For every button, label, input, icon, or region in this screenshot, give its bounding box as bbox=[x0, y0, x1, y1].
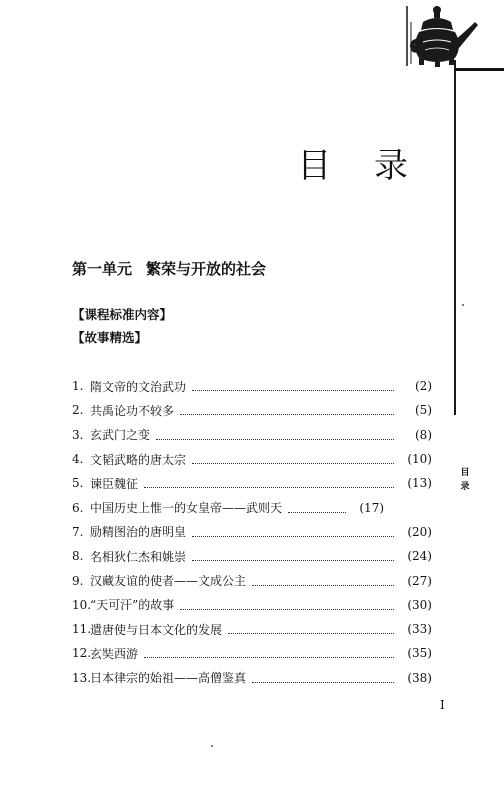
toc-entry[interactable] bbox=[72, 544, 432, 568]
margin-rule-horizontal bbox=[454, 68, 504, 71]
dot-leader bbox=[180, 600, 394, 610]
section-heading-stories: 【故事精选】 bbox=[72, 330, 148, 345]
toc-entry-page: (30) bbox=[407, 597, 432, 612]
toc-entry[interactable] bbox=[72, 520, 432, 544]
toc-entry-number: 3. bbox=[72, 427, 84, 442]
toc-entry-page: (24) bbox=[407, 549, 432, 564]
toc-entry-number: 1. bbox=[72, 379, 84, 394]
toc-entry-page: (17) bbox=[359, 500, 385, 515]
toc-entry[interactable] bbox=[72, 568, 432, 592]
toc-entry-number: 9. bbox=[72, 573, 84, 588]
toc-entry-title: 文韬武略的唐太宗 bbox=[90, 452, 187, 467]
side-tab-char: 目 bbox=[460, 468, 470, 478]
dot-leader bbox=[192, 527, 394, 537]
section-heading-standards: 【课程标准内容】 bbox=[72, 307, 173, 322]
toc-entry[interactable] bbox=[72, 471, 432, 495]
toc-entry-number: 6. bbox=[72, 500, 84, 515]
toc-entry-number: 8. bbox=[72, 549, 84, 564]
toc-entry-page: (33) bbox=[407, 622, 432, 637]
toc-entry[interactable] bbox=[72, 447, 432, 471]
dot-leader bbox=[156, 430, 394, 440]
toc-entry-page: (13) bbox=[407, 476, 432, 491]
dot-leader bbox=[192, 381, 394, 391]
toc-entry-page: (38) bbox=[407, 670, 432, 685]
table-of-contents bbox=[72, 374, 432, 690]
toc-entry-title: 中国历史上惟一的女皇帝——武则天 bbox=[90, 501, 283, 516]
toc-entry-title: 遣唐使与日本文化的发展 bbox=[90, 622, 223, 637]
toc-entry-number: 7. bbox=[72, 524, 84, 539]
toc-entry-number: 5. bbox=[72, 476, 84, 491]
toc-entry-page: (5) bbox=[415, 403, 432, 418]
toc-entry-number: 13. bbox=[72, 670, 92, 685]
toc-entry-title: “天可汗”的故事 bbox=[90, 598, 175, 613]
toc-entry-number: 2. bbox=[72, 403, 84, 418]
dot-leader bbox=[192, 454, 394, 464]
toc-entry[interactable] bbox=[72, 374, 432, 398]
margin-rule-vertical bbox=[454, 60, 456, 415]
toc-entry-page: (10) bbox=[407, 452, 432, 467]
toc-entry-number: 12. bbox=[72, 646, 92, 661]
toc-entry-page: (8) bbox=[415, 427, 432, 442]
toc-entry[interactable] bbox=[72, 617, 432, 641]
toc-entry-title: 共禹论功不较多 bbox=[90, 403, 175, 418]
scan-speck bbox=[211, 745, 213, 747]
toc-entry-title: 励精图治的唐明皇 bbox=[90, 525, 187, 540]
dot-leader bbox=[144, 648, 394, 658]
scan-speck bbox=[462, 304, 464, 306]
dot-leader bbox=[144, 478, 394, 488]
toc-entry[interactable] bbox=[72, 398, 432, 422]
unit-label: 第一单元 bbox=[72, 260, 133, 278]
dot-leader bbox=[252, 673, 394, 683]
toc-entry-title: 玄武门之变 bbox=[90, 428, 151, 443]
toc-entry[interactable] bbox=[72, 666, 432, 690]
toc-entry-page: (27) bbox=[407, 573, 432, 588]
toc-entry[interactable] bbox=[72, 593, 432, 617]
dot-leader bbox=[180, 405, 394, 415]
page-title: 目 录 bbox=[297, 145, 424, 186]
toc-entry-page: (20) bbox=[407, 524, 432, 539]
toc-entry-title: 汉藏友谊的使者——文成公主 bbox=[90, 574, 247, 589]
page-number: I bbox=[440, 698, 445, 712]
dot-leader bbox=[252, 576, 394, 586]
side-tab-char: 录 bbox=[460, 482, 470, 492]
toc-entry-page: (35) bbox=[407, 646, 432, 661]
unit-title bbox=[72, 258, 266, 279]
toc-entry-title: 名相狄仁杰和姚崇 bbox=[90, 549, 187, 564]
toc-entry[interactable] bbox=[72, 423, 432, 447]
dot-leader bbox=[228, 624, 394, 634]
toc-entry-number: 11. bbox=[72, 622, 92, 637]
dot-leader bbox=[288, 503, 346, 513]
dot-leader bbox=[192, 551, 394, 561]
side-tab bbox=[458, 466, 472, 494]
toc-entry-number: 4. bbox=[72, 452, 84, 467]
toc-entry-title: 玄奘西游 bbox=[90, 646, 139, 661]
toc-entry-title: 隋文帝的文治武功 bbox=[90, 379, 187, 394]
toc-entry-title: 日本律宗的始祖——高僧鉴真 bbox=[90, 671, 247, 686]
toc-entry-number: 10. bbox=[72, 597, 92, 612]
unit-name: 繁荣与开放的社会 bbox=[146, 260, 267, 278]
toc-entry[interactable] bbox=[72, 495, 432, 519]
toc-entry-title: 谏臣魏征 bbox=[90, 476, 139, 491]
toc-entry-page: (2) bbox=[415, 379, 432, 394]
toc-entry[interactable] bbox=[72, 641, 432, 665]
